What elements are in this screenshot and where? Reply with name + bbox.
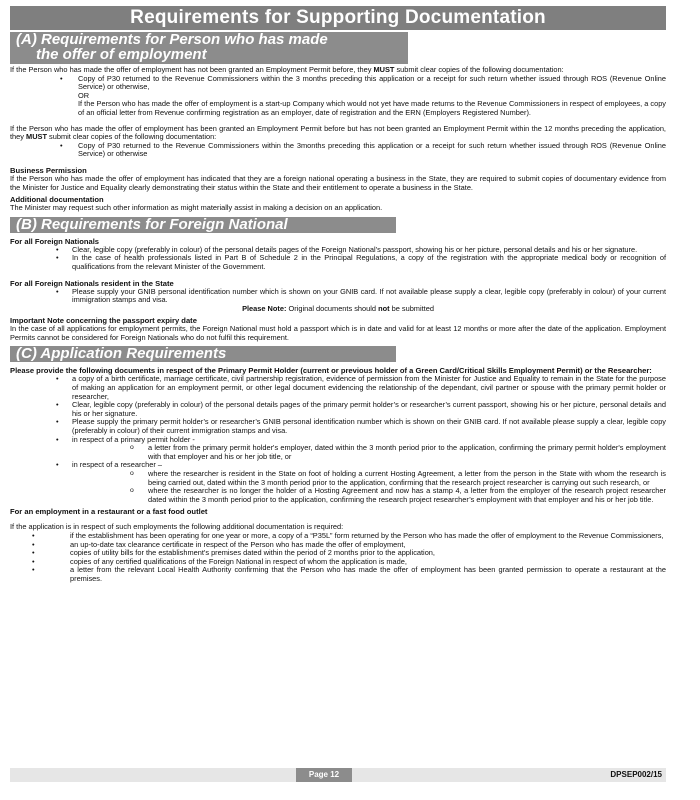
section-c-body: [10, 366, 666, 583]
list-item: • a copy of a birth certificate, marriage certificate, civil partnership registration, evidence of permission from the Minister for Justice and Equality to remain in the State for the purpose of making an application for an employment permit, or other legal document evidencing the relationship of the dependant, civil partner or spouse with the primary permit holder or researcher,: [10, 375, 666, 401]
sub-list-item: o a letter from the primary permit holder's employer, dated within the 3 month period prior to the application, confirming the primary permit holder's employment with that employer and his or her job title, or: [10, 444, 666, 461]
restaurant-intro: If the application is in respect of such employments the following additional documentation is required:: [10, 522, 344, 532]
passport-expiry-heading: Important Note concerning the passport expiry date: [10, 316, 197, 326]
list-item: • in respect of a researcher –: [10, 461, 666, 470]
section-a-heading: [10, 32, 408, 64]
intro-2-text-end: submit clear copies of the following documentation:: [46, 132, 217, 142]
sub-list-item: o where the researcher is no longer the holder of a Hosting Agreement and now has a stamp 4, a letter from the employer of the research project researcher dated within the 3 month period prior to the application, confirming the research project researcher’s employment with that employer and his or her job title.: [10, 487, 666, 504]
section-a-heading-line1: (A) Requirements for Person who has made: [16, 31, 328, 48]
list-item: • if the establishment has been operating for one year or more, a copy of a “P35L” form returned by the Person who has made the offer of employment to the Revenue Commissioners,: [10, 532, 666, 541]
business-permission-heading: Business Permission: [10, 165, 87, 175]
document-page: [10, 6, 666, 584]
all-foreign-nationals-heading: For all Foreign Nationals: [10, 236, 100, 246]
primary-item-text: • in respect of a primary permit holder -: [72, 434, 195, 444]
intro-1-must: MUST: [373, 65, 395, 74]
primary-permit-holder-heading: Please provide the following documents in respect of the Primary Permit Holder (current or previous holder of a Green Card/Critical Skills Employment Permit) or the Researcher:: [10, 366, 652, 376]
researcher-sub-list: [10, 470, 666, 504]
section-b-heading: (B) Requirements for Foreign National: [10, 217, 396, 233]
primary-permit-holder-list: [10, 375, 666, 444]
restaurant-heading: For an employment in a restaurant or a fast food outlet: [10, 507, 208, 517]
section-a-list-2: [10, 142, 666, 159]
business-permission-text: If the Person who has made the offer of employment has indicated that they are a foreign national operating a business in the State, they are required to submit copies of documentary evidence from the Minister for Justice and Equality clearly demonstrating their status within the State and their entitlement to operate a business in the State.: [10, 173, 666, 192]
section-a-body: [10, 66, 666, 213]
please-note-not: not: [378, 303, 390, 313]
section-c-heading: (C) Application Requirements: [10, 346, 396, 362]
section-a-intro-2: [10, 125, 666, 142]
list-item: • an up-to-date tax clearance certificate in respect of the Person who has made the offer of employment,: [10, 541, 666, 550]
list-item: • Copy of P30 returned to the Revenue Commissioners within the 3months preceding this application or a receipt for such return whether issued through ROS (Revenue Online Service) or otherwise: [10, 142, 666, 159]
resident-heading: For all Foreign Nationals resident in the State: [10, 278, 174, 288]
intro-1-text: If the Person who has made the offer of employment has not been granted an Employment Permit before, they: [10, 65, 374, 74]
please-note-text-end: be submitted: [389, 303, 434, 313]
list-item: • copies of any certified qualifications of the Foreign National in respect of whom the application is made,: [10, 558, 666, 567]
additional-documentation-heading: Additional documentation: [10, 195, 104, 205]
page-footer: [10, 768, 666, 782]
list-item: • Please supply the primary permit holder’s or researcher’s GNIB personal identification number which is shown on their GNIB card. If not available please supply a clear, legible copy (preferably in colour) of their current immigration stamps and visa.: [10, 418, 666, 435]
sub-list-item: o where the researcher is resident in the State on foot of holding a current Hosting Agreement, a letter from the person in the State with whom the research is being carried out, dated within the 3 month period prior to the application, confirming that the research project researcher is carrying out such research, or: [10, 470, 666, 487]
list-item: • In the case of health professionals listed in Part B of Schedule 2 in the Principal Regulations, a copy of the registration with the appropriate medical body or recognition of qualifications from the relevant Minister of the Government.: [10, 254, 666, 271]
list-item: [10, 75, 666, 118]
please-note-label: Please Note:: [242, 303, 287, 313]
list-item: • Please supply your GNIB personal identification number which is shown on your GNIB card. If not available please supply a clear, legible copy (preferably in colour) of your current immigration stamps and visa.: [10, 288, 666, 305]
list-item: • Clear, legible copy (preferably in colour) of the personal details pages of the primary permit holder’s or researcher’s current passport, showing his or her picture, personal details and his or her signature.: [10, 401, 666, 418]
primary-sub-list: [10, 444, 666, 461]
page-title: Requirements for Supporting Documentation: [10, 6, 666, 30]
list-item: • copies of utility bills for the establishment's premises dated within the period of 2 months prior to the application,: [10, 549, 666, 558]
list-item: • a letter from the relevant Local Health Authority confirming that the Person who has made the offer of employment has been granted permission to operate a restaurant at the premises.: [10, 566, 666, 583]
bullet-1b-text: If the Person who has made the offer of employment is a start-up Company which would not yet have made returns to the Revenue Commissioners in respect of employees, a copy of an official letter from Revenue confirming registration as an employer, date of registration and the ERN (Employers Registered Number).: [78, 99, 666, 117]
please-note-text: Original documents should: [286, 303, 379, 313]
document-code: DPSEP002/15: [610, 770, 662, 779]
intro-2-text: If the Person who has made the offer of employment has been granted an Employment Permit before but has not been granted an Employment Permit within the 12 months preceding the application, they: [10, 123, 666, 142]
additional-documentation-text: The Minister may request such other information as might materially assist in making a decision on an application.: [10, 203, 383, 213]
resident-list: [10, 288, 666, 305]
passport-expiry-text: In the case of all applications for employment permits, the Foreign National must hold a passport which is in date and valid for at least 12 months or more after the date of the application. Employment Permits cannot be considered for Foreign Nationals who do not fulfil this requirement.: [10, 324, 666, 342]
bullet-1-or: OR: [78, 90, 90, 100]
section-a-heading-line2: the offer of employment: [36, 46, 207, 63]
section-b-body: [10, 237, 666, 343]
intro-1-text-end: submit clear copies of the following documentation:: [394, 65, 564, 74]
section-a-list-1: [10, 75, 666, 118]
list-item: • Clear, legible copy (preferably in colour) of the personal details pages of the Foreign National’s passport, showing his or her picture, personal details and his or her signature.: [10, 246, 666, 255]
page-number: Page 12: [296, 768, 352, 782]
please-note: [10, 305, 666, 314]
intro-2-must: MUST: [26, 132, 47, 142]
bullet-1a-text: • Copy of P30 returned to the Revenue Commissioners within the 3 months preceding this application or a receipt for such return whether issued through ROS (Revenue Online Service) or otherwise,: [78, 73, 666, 92]
restaurant-list: [10, 532, 666, 584]
all-foreign-nationals-list: [10, 246, 666, 272]
